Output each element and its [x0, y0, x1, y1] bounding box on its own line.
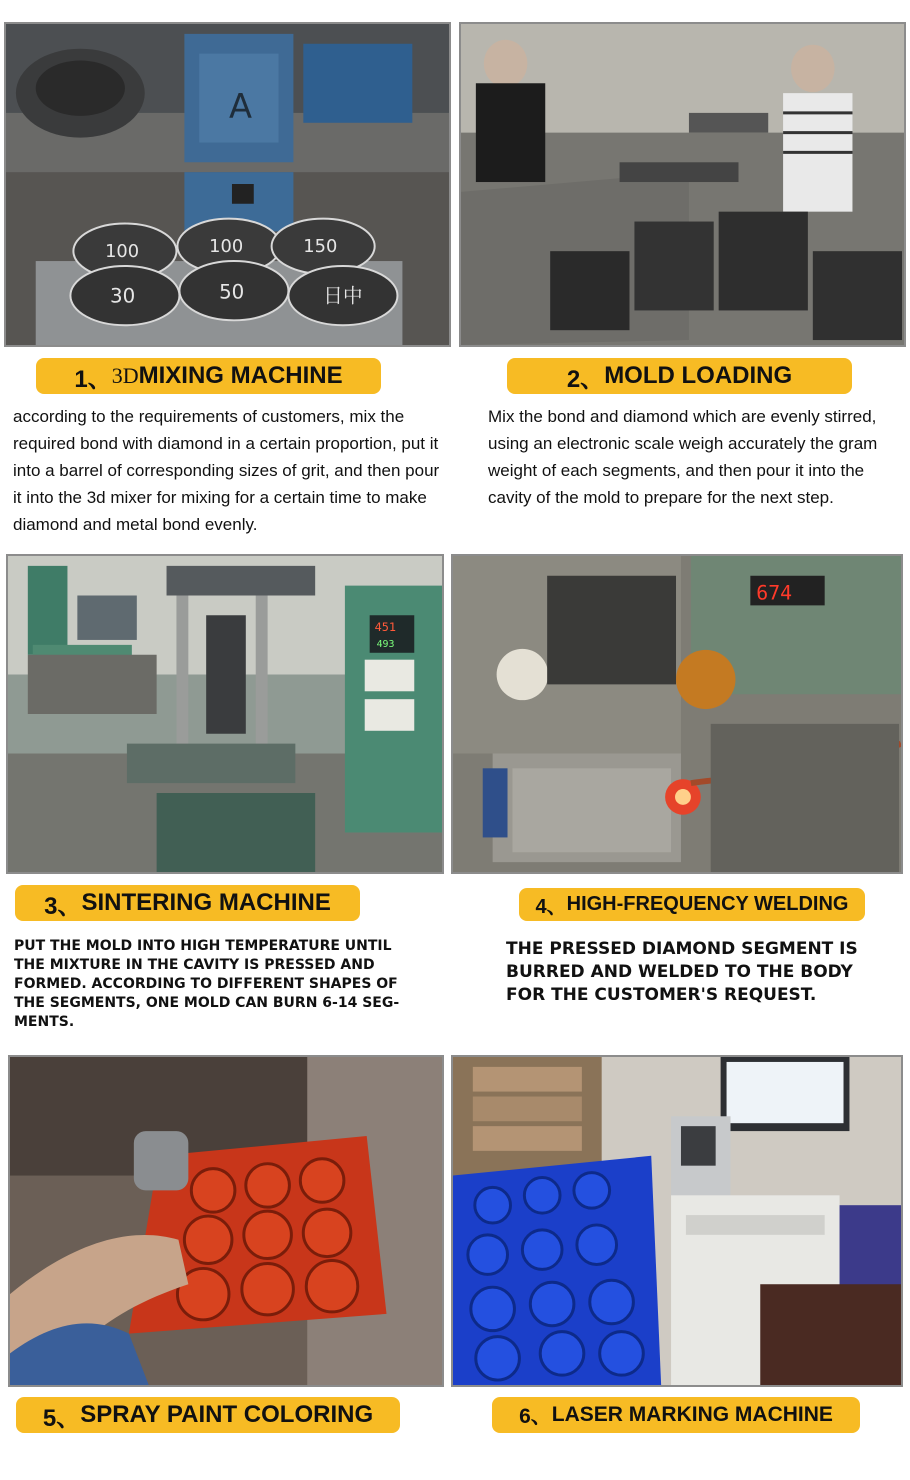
step-4-title-badge: [519, 888, 865, 921]
step-4-number: 4、: [535, 896, 567, 918]
photo-mixing-machine: [4, 22, 451, 347]
sintering-readout-bottom: 493: [376, 638, 395, 650]
drum-label: 150: [303, 236, 338, 258]
welder-readout: 674: [756, 581, 793, 605]
drum-label: 100: [105, 241, 140, 263]
photo-mold-loading: [459, 22, 906, 347]
step-2-description: Mix the bond and diamond which are evenly stirred, using an electronic scale weigh accurately the gram weight of each segments, and then pour it into the cavity of the mold to prepare for the next step.: [488, 407, 878, 507]
step-1-title-badge: [36, 358, 381, 394]
drum-label: 50: [219, 280, 245, 304]
step-2-title-badge: [507, 358, 852, 394]
step-6-number: 6、: [519, 1405, 552, 1428]
step-5-title: SPRAY PAINT COLORING: [80, 1401, 374, 1428]
drum-label: 100: [209, 236, 244, 258]
step-2-title: MOLD LOADING: [604, 362, 793, 389]
photo-laser-marking: [451, 1055, 903, 1387]
step-4-description: THE PRESSED DIAMOND SEGMENT IS BURRED AND WELDED TO THE BODY FOR THE CUSTOMER'S REQUEST.: [506, 939, 858, 1005]
step-1-title: MIXING MACHINE: [138, 362, 343, 389]
step-5-number: 5、: [42, 1404, 81, 1432]
step-3-title-badge: [15, 885, 360, 921]
step-5-title-badge: [16, 1397, 400, 1433]
photo-spray-painting: [8, 1055, 444, 1387]
step-2-number: 2、: [566, 365, 605, 393]
step-3-title: SINTERING MACHINE: [81, 889, 331, 916]
drum-label: 日中: [323, 284, 363, 308]
step-1-number: 1、: [74, 365, 112, 393]
step-1-description: according to the requirements of customers, mix the required bond with diamond in a certain proportion, put it into a barrel of corresponding sizes of grit, and then pour it into the 3d mixer for mixing for a certain time to make diamond and metal bond evenly.: [13, 407, 440, 534]
step-6-title-badge: [492, 1397, 860, 1433]
svg-text:A: A: [228, 86, 253, 126]
step-6-title: LASER MARKING MACHINE: [551, 1403, 833, 1426]
photo-welding: [451, 554, 903, 874]
photo-sintering-machine: [6, 554, 444, 874]
step-4-title: HIGH-FREQUENCY WELDING: [566, 893, 849, 915]
step-1-prefix: 3D: [111, 363, 139, 388]
step-3-description: PUT THE MOLD INTO HIGH TEMPERATURE UNTIL THE MIXTURE IN THE CAVITY IS PRESSED AND FORMED. ACCORDING TO DIFFERENT SHAPES OF THE SEGMENTS, ONE MOLD CAN BURN 6-14 SEG-MENTS.: [14, 938, 400, 1030]
sintering-readout-top: 451: [374, 620, 397, 635]
step-3-number: 3、: [44, 892, 82, 920]
drum-label: 30: [110, 284, 136, 308]
